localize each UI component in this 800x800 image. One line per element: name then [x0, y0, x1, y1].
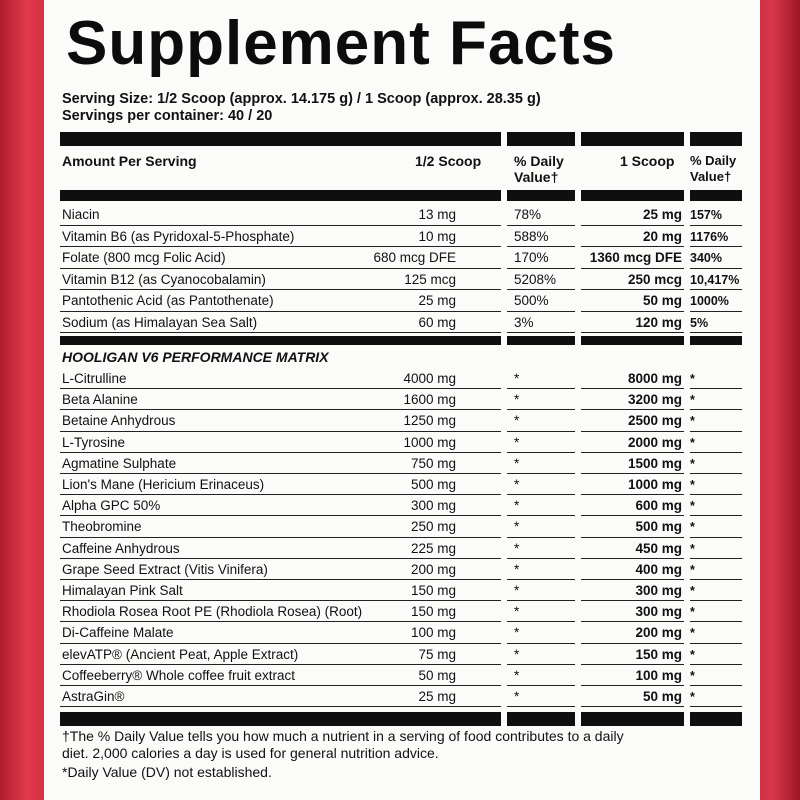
half-scoop-daily-value: *: [514, 371, 520, 386]
table-row: [60, 644, 742, 665]
one-scoop-daily-value: *: [690, 690, 695, 704]
column-gap: [501, 705, 507, 707]
one-scoop-daily-value: *: [690, 393, 695, 408]
header-pct-daily-half-2: Value†: [514, 169, 559, 185]
one-scoop-daily-value: *: [690, 372, 695, 386]
one-scoop-daily-value: *: [690, 584, 695, 598]
half-scoop-daily-value: 588%: [514, 228, 549, 244]
half-scoop-daily-value: *: [514, 561, 520, 577]
ingredient-name: Di-Caffeine Malate: [62, 625, 174, 641]
half-scoop-daily-value: *: [514, 392, 520, 408]
ingredient-name: Folate (800 mcg Folic Acid): [62, 250, 226, 265]
one-scoop-amount: 500 mg: [635, 519, 682, 535]
half-scoop-daily-value: 500%: [514, 293, 549, 308]
panel-title: Supplement Facts: [66, 9, 616, 78]
bar-gap: [575, 190, 581, 201]
one-scoop-daily-value: *: [690, 478, 695, 492]
half-scoop-amount: 500 mg: [410, 477, 456, 492]
table-row: [60, 495, 742, 516]
middle-thick-bar: [60, 336, 742, 345]
half-scoop-amount: 750 mg: [410, 455, 456, 471]
half-scoop-daily-value: 78%: [514, 207, 542, 222]
table-row: [60, 204, 742, 226]
ingredient-name: Pantothenic Acid (as Pantothenate): [62, 293, 274, 308]
half-scoop-daily-value: *: [514, 604, 520, 620]
row-divider: [60, 332, 742, 333]
table-row: [60, 226, 742, 248]
bar-gap: [575, 336, 581, 345]
half-scoop-amount: 150 mg: [410, 583, 456, 598]
bar-gap: [501, 336, 507, 345]
half-scoop-daily-value: *: [514, 625, 520, 641]
one-scoop-amount: 600 mg: [635, 498, 682, 514]
half-scoop-daily-value: *: [514, 583, 520, 598]
one-scoop-daily-value: *: [690, 520, 695, 535]
half-scoop-daily-value: 3%: [514, 314, 534, 330]
half-scoop-daily-value: *: [514, 477, 520, 492]
half-scoop-amount: 4000 mg: [403, 371, 456, 386]
one-scoop-amount: 25 mg: [642, 207, 682, 222]
one-scoop-daily-value: *: [690, 605, 695, 620]
header-pct-daily-full-2: Value†: [690, 169, 732, 184]
one-scoop-daily-value: *: [690, 499, 695, 514]
half-scoop-amount: 60 mg: [418, 314, 456, 330]
half-scoop-daily-value: *: [514, 413, 520, 429]
ingredient-name: Agmatine Sulphate: [62, 455, 177, 471]
one-scoop-amount: 150 mg: [635, 646, 682, 662]
bar-gap: [684, 190, 690, 201]
table-row: [60, 516, 742, 537]
table-row: [60, 410, 742, 431]
half-scoop-amount: 225 mg: [410, 540, 456, 556]
half-scoop-amount: 300 mg: [410, 498, 456, 514]
header-amount-per-serving: Amount Per Serving: [62, 153, 197, 169]
half-scoop-daily-value: *: [514, 434, 520, 450]
half-scoop-amount: 50 mg: [418, 667, 456, 683]
one-scoop-daily-value: 157%: [690, 208, 722, 222]
top-thick-bar: [60, 132, 742, 146]
half-scoop-amount: 75 mg: [418, 646, 456, 662]
half-scoop-daily-value: *: [514, 455, 520, 471]
table-row: [60, 368, 742, 389]
table-row: [60, 538, 742, 559]
ingredient-name: Theobromine: [62, 519, 142, 535]
ingredient-name: Grape Seed Extract (Vitis Vinifera): [62, 561, 268, 577]
bar-gap: [501, 712, 507, 726]
table-row: [60, 665, 742, 686]
half-scoop-amount: 1600 mg: [403, 392, 456, 408]
half-scoop-amount: 680 mcg DFE: [373, 250, 456, 265]
one-scoop-daily-value: 10,417%: [690, 272, 740, 287]
header-thick-bar: [60, 190, 742, 201]
one-scoop-daily-value: 5%: [690, 315, 709, 330]
footnote-daily-value-line-1: †The % Daily Value tells you how much a nutrient in a serving of food contributes to a daily: [62, 728, 624, 744]
one-scoop-amount: 450 mg: [635, 540, 682, 556]
ingredient-name: L-Tyrosine: [62, 434, 126, 450]
one-scoop-amount: 300 mg: [635, 583, 682, 598]
one-scoop-amount: 100 mg: [635, 667, 682, 683]
one-scoop-amount: 250 mcg: [627, 271, 682, 287]
half-scoop-daily-value: *: [514, 646, 520, 662]
ingredient-name: Beta Alanine: [62, 392, 138, 408]
half-scoop-daily-value: 170%: [514, 250, 549, 265]
supplement-facts-panel: [44, 0, 760, 800]
ingredient-name: Niacin: [62, 207, 100, 222]
table-row: [60, 453, 742, 474]
half-scoop-amount: 250 mg: [410, 519, 456, 535]
ingredient-name: L-Citrulline: [62, 371, 127, 386]
bar-gap: [501, 132, 507, 146]
bottom-thick-bar: [60, 712, 742, 726]
one-scoop-daily-value: *: [690, 562, 695, 577]
ingredient-name: Sodium (as Himalayan Sea Salt): [62, 314, 258, 330]
table-row: [60, 389, 742, 410]
footnote-daily-value-line-2: diet. 2,000 calories a day is used for general nutrition advice.: [62, 745, 439, 761]
table-row: [60, 580, 742, 601]
row-divider: [60, 706, 742, 707]
table-row: [60, 601, 742, 622]
column-gap: [575, 331, 581, 333]
container-edge-right: [760, 0, 800, 800]
ingredient-name: elevATP® (Ancient Peat, Apple Extract): [62, 646, 299, 662]
container-edge-left: [0, 0, 44, 800]
ingredient-name: Himalayan Pink Salt: [62, 583, 183, 598]
one-scoop-daily-value: *: [690, 541, 695, 556]
half-scoop-daily-value: *: [514, 667, 520, 683]
table-row: [60, 559, 742, 580]
column-gap: [684, 705, 690, 707]
bar-gap: [575, 712, 581, 726]
one-scoop-amount: 2500 mg: [627, 413, 682, 429]
half-scoop-daily-value: *: [514, 689, 520, 704]
header-pct-daily-full-1: % Daily: [690, 153, 737, 168]
ingredient-name: Betaine Anhydrous: [62, 413, 176, 429]
one-scoop-daily-value: *: [690, 414, 695, 429]
half-scoop-amount: 25 mg: [418, 689, 456, 704]
one-scoop-amount: 1000 mg: [627, 477, 682, 492]
half-scoop-amount: 100 mg: [410, 625, 456, 641]
ingredient-name: Vitamin B12 (as Cyanocobalamin): [62, 271, 266, 287]
half-scoop-daily-value: 5208%: [514, 271, 557, 287]
half-scoop-daily-value: *: [514, 519, 520, 535]
one-scoop-amount: 200 mg: [635, 625, 682, 641]
table-row: [60, 432, 742, 453]
one-scoop-amount: 50 mg: [642, 293, 682, 308]
one-scoop-amount: 1360 mcg DFE: [589, 250, 682, 265]
half-scoop-daily-value: *: [514, 540, 520, 556]
one-scoop-amount: 120 mg: [635, 314, 682, 330]
ingredient-name: Vitamin B6 (as Pyridoxal-5-Phosphate): [62, 228, 295, 244]
half-scoop-amount: 200 mg: [410, 561, 456, 577]
bar-gap: [501, 190, 507, 201]
column-gap: [575, 705, 581, 707]
one-scoop-daily-value: 340%: [690, 251, 722, 265]
one-scoop-amount: 400 mg: [635, 561, 682, 577]
one-scoop-daily-value: 1000%: [690, 294, 729, 308]
ingredient-name: AstraGin®: [62, 689, 125, 704]
one-scoop-amount: 8000 mg: [627, 371, 682, 386]
half-scoop-amount: 10 mg: [418, 228, 456, 244]
column-gap: [684, 331, 690, 333]
bar-gap: [575, 132, 581, 146]
one-scoop-amount: 300 mg: [635, 604, 682, 620]
table-row: [60, 269, 742, 291]
half-scoop-amount: 125 mcg: [404, 271, 456, 287]
half-scoop-amount: 1000 mg: [403, 434, 456, 450]
table-row: [60, 312, 742, 334]
one-scoop-daily-value: *: [690, 647, 695, 662]
column-gap: [501, 331, 507, 333]
one-scoop-amount: 2000 mg: [627, 434, 682, 450]
header-one-scoop: 1 Scoop: [620, 153, 675, 169]
half-scoop-amount: 1250 mg: [403, 413, 456, 429]
one-scoop-daily-value: *: [690, 626, 695, 641]
one-scoop-amount: 50 mg: [642, 689, 682, 704]
table-row: [60, 686, 742, 707]
half-scoop-amount: 25 mg: [418, 293, 456, 308]
one-scoop-daily-value: *: [690, 435, 695, 450]
serving-size: Serving Size: 1/2 Scoop (approx. 14.175 g) / 1 Scoop (approx. 28.35 g): [62, 91, 541, 107]
servings-per-container: Servings per container: 40 / 20: [62, 108, 273, 124]
bar-gap: [684, 712, 690, 726]
table-row: [60, 474, 742, 495]
one-scoop-amount: 20 mg: [642, 228, 682, 244]
table-row: [60, 247, 742, 269]
header-pct-daily-half-1: % Daily: [514, 153, 564, 169]
half-scoop-amount: 13 mg: [418, 207, 456, 222]
one-scoop-amount: 1500 mg: [627, 455, 682, 471]
ingredient-name: Lion's Mane (Hericium Erinaceus): [62, 477, 265, 492]
half-scoop-daily-value: *: [514, 498, 520, 514]
half-scoop-amount: 150 mg: [410, 604, 456, 620]
table-row: [60, 290, 742, 312]
table-row: [60, 622, 742, 643]
bar-gap: [684, 336, 690, 345]
bar-gap: [684, 132, 690, 146]
matrix-title: HOOLIGAN V6 PERFORMANCE MATRIX: [62, 349, 329, 365]
one-scoop-daily-value: 1176%: [690, 229, 729, 244]
footnote-not-established: *Daily Value (DV) not established.: [62, 764, 272, 780]
one-scoop-daily-value: *: [690, 456, 695, 471]
ingredient-name: Rhodiola Rosea Root PE (Rhodiola Rosea) (Root): [62, 604, 363, 620]
header-half-scoop: 1/2 Scoop: [415, 153, 482, 169]
ingredient-name: Coffeeberry® Whole coffee fruit extract: [62, 667, 296, 683]
one-scoop-amount: 3200 mg: [627, 392, 682, 408]
ingredient-name: Caffeine Anhydrous: [62, 540, 180, 556]
one-scoop-daily-value: *: [690, 668, 695, 683]
ingredient-name: Alpha GPC 50%: [62, 498, 161, 514]
